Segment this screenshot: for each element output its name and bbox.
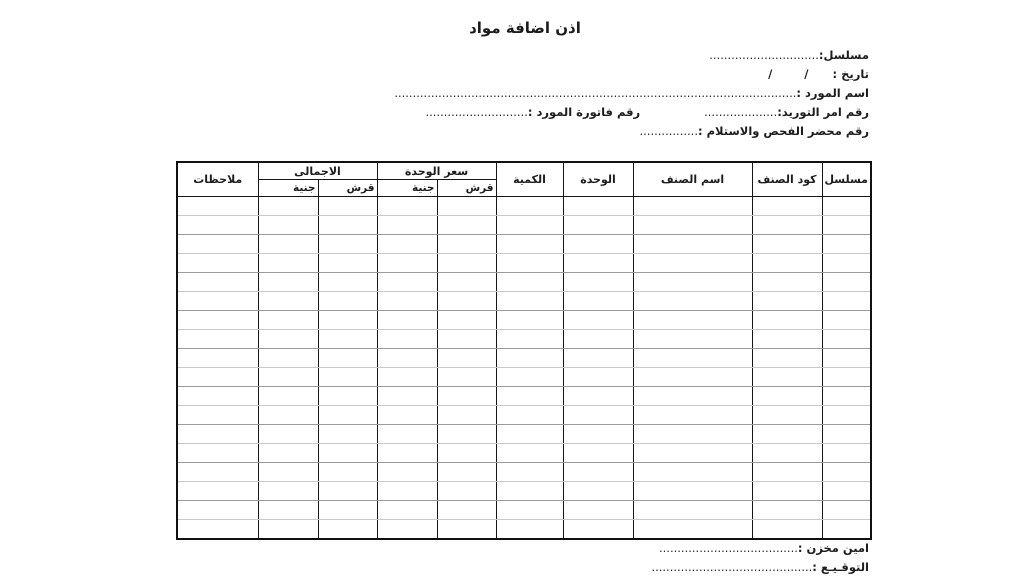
table-cell (177, 292, 258, 311)
table-row (177, 216, 871, 235)
footer-fields (651, 539, 869, 577)
table-cell (822, 444, 871, 463)
table-cell (437, 235, 496, 254)
table-cell (633, 387, 752, 406)
table-row (177, 425, 871, 444)
table-cell (496, 463, 563, 482)
table-row (177, 349, 871, 368)
table-cell (633, 273, 752, 292)
table-cell (177, 311, 258, 330)
table-cell (496, 482, 563, 501)
table-cell (177, 463, 258, 482)
table-cell (496, 330, 563, 349)
table-cell (258, 197, 318, 216)
col-header-unit-price-pounds: جنية (377, 180, 437, 197)
field-inspection-report-dotted-line: ................ (639, 124, 698, 138)
table-cell (633, 197, 752, 216)
table-cell (822, 349, 871, 368)
table-cell (177, 235, 258, 254)
table-cell (752, 406, 822, 425)
table-cell (318, 387, 377, 406)
table-cell (496, 311, 563, 330)
table-cell (318, 197, 377, 216)
table-cell (318, 235, 377, 254)
table-cell (752, 425, 822, 444)
table-cell (563, 520, 633, 540)
table-cell (377, 406, 437, 425)
field-supplier-name (394, 84, 869, 103)
table-cell (633, 254, 752, 273)
table-cell (496, 216, 563, 235)
col-header-unit-price-piasters: قرش (437, 180, 496, 197)
table-cell (822, 387, 871, 406)
table-row (177, 254, 871, 273)
table-cell (437, 444, 496, 463)
table-row (177, 197, 871, 216)
field-supplier-invoice-label: رقم فاتورة المورد : (527, 105, 641, 119)
table-cell (752, 520, 822, 540)
table-cell (437, 197, 496, 216)
items-table-container (176, 161, 872, 540)
form-title: اذن اضافة مواد (469, 19, 581, 37)
table-cell (318, 330, 377, 349)
table-cell (822, 463, 871, 482)
table-cell (437, 368, 496, 387)
table-cell (258, 463, 318, 482)
table-row (177, 501, 871, 520)
table-cell (563, 349, 633, 368)
table-cell (563, 273, 633, 292)
table-cell (437, 349, 496, 368)
table-cell (177, 520, 258, 540)
table-cell (496, 368, 563, 387)
table-cell (258, 349, 318, 368)
table-cell (563, 463, 633, 482)
table-cell (437, 406, 496, 425)
field-inspection-report (394, 122, 869, 141)
table-cell (177, 254, 258, 273)
items-table (176, 161, 872, 540)
table-cell (177, 273, 258, 292)
table-cell (822, 273, 871, 292)
field-inspection-report-label: رقم محضر الفحص والاستلام : (697, 124, 869, 138)
table-cell (377, 444, 437, 463)
table-cell (563, 254, 633, 273)
table-cell (177, 501, 258, 520)
table-cell (177, 349, 258, 368)
table-cell (377, 520, 437, 540)
table-cell (563, 216, 633, 235)
table-cell (496, 387, 563, 406)
table-cell (377, 425, 437, 444)
table-cell (437, 311, 496, 330)
table-cell (258, 520, 318, 540)
table-cell (318, 311, 377, 330)
table-cell (318, 406, 377, 425)
table-cell (377, 368, 437, 387)
table-cell (318, 273, 377, 292)
table-cell (318, 216, 377, 235)
table-cell (633, 292, 752, 311)
table-cell (437, 520, 496, 540)
table-cell (177, 444, 258, 463)
table-cell (752, 292, 822, 311)
table-cell (822, 482, 871, 501)
table-cell (258, 387, 318, 406)
table-cell (377, 216, 437, 235)
table-cell (377, 330, 437, 349)
table-cell (822, 425, 871, 444)
table-cell (258, 482, 318, 501)
field-supply-order (704, 103, 869, 122)
table-cell (318, 292, 377, 311)
table-cell (633, 425, 752, 444)
table-cell (258, 425, 318, 444)
table-cell (377, 292, 437, 311)
table-cell (377, 311, 437, 330)
table-cell (377, 482, 437, 501)
table-cell (633, 368, 752, 387)
table-cell (633, 520, 752, 540)
table-cell (318, 501, 377, 520)
table-cell (752, 273, 822, 292)
table-cell (563, 444, 633, 463)
table-cell (437, 273, 496, 292)
table-cell (563, 425, 633, 444)
table-cell (437, 387, 496, 406)
table-cell (563, 235, 633, 254)
col-header-unit-price-group: سعر الوحدة (377, 162, 496, 180)
table-row (177, 482, 871, 501)
table-cell (177, 406, 258, 425)
field-serial-label: مسلسل: (818, 48, 869, 62)
col-header-serial: مسلسل (822, 162, 871, 197)
table-cell (258, 406, 318, 425)
table-cell (752, 197, 822, 216)
table-cell (177, 368, 258, 387)
table-cell (563, 292, 633, 311)
table-cell (177, 482, 258, 501)
table-cell (377, 273, 437, 292)
table-cell (377, 197, 437, 216)
table-cell (822, 406, 871, 425)
table-row (177, 273, 871, 292)
table-cell (822, 311, 871, 330)
table-cell (633, 482, 752, 501)
col-header-item-code: كود الصنف (752, 162, 822, 197)
col-header-notes: ملاحظات (177, 162, 258, 197)
table-cell (752, 482, 822, 501)
table-row (177, 368, 871, 387)
table-header (177, 162, 871, 197)
table-cell (633, 349, 752, 368)
table-cell (437, 482, 496, 501)
table-cell (258, 273, 318, 292)
field-date-value: / / (768, 67, 833, 81)
col-header-unit: الوحدة (563, 162, 633, 197)
table-cell (258, 368, 318, 387)
table-cell (563, 406, 633, 425)
header-fields (394, 46, 869, 141)
table-cell (563, 482, 633, 501)
table-cell (177, 216, 258, 235)
col-header-total-pounds: جنية (258, 180, 318, 197)
table-cell (752, 368, 822, 387)
table-cell (563, 330, 633, 349)
table-cell (633, 444, 752, 463)
field-supplier-name-label: اسم المورد : (796, 86, 869, 100)
table-cell (563, 368, 633, 387)
table-cell (822, 330, 871, 349)
table-cell (496, 197, 563, 216)
table-cell (752, 330, 822, 349)
col-header-total-piasters: قرش (318, 180, 377, 197)
table-cell (437, 254, 496, 273)
table-cell (318, 254, 377, 273)
table-cell (633, 463, 752, 482)
table-cell (752, 387, 822, 406)
table-cell (822, 216, 871, 235)
table-row (177, 444, 871, 463)
table-cell (177, 387, 258, 406)
table-cell (318, 349, 377, 368)
table-cell (318, 425, 377, 444)
table-cell (258, 254, 318, 273)
table-cell (496, 235, 563, 254)
table-cell (496, 406, 563, 425)
field-signature-dotted-line: ............................................ (651, 560, 813, 574)
table-cell (377, 387, 437, 406)
table-cell (437, 292, 496, 311)
col-header-quantity: الكمية (496, 162, 563, 197)
field-storekeeper-dotted-line: ...................................... (658, 541, 798, 555)
table-cell (318, 368, 377, 387)
table-cell (496, 254, 563, 273)
table-cell (496, 520, 563, 540)
table-cell (377, 463, 437, 482)
table-cell (377, 254, 437, 273)
table-cell (177, 197, 258, 216)
table-cell (822, 292, 871, 311)
table-cell (752, 501, 822, 520)
table-cell (752, 349, 822, 368)
table-cell (496, 444, 563, 463)
table-cell (258, 330, 318, 349)
field-supply-order-label: رقم امر التوريد: (777, 105, 869, 119)
field-storekeeper (651, 539, 869, 558)
table-cell (822, 501, 871, 520)
table-cell (318, 520, 377, 540)
table-cell (633, 311, 752, 330)
table-cell (318, 482, 377, 501)
table-cell (258, 311, 318, 330)
table-cell (377, 235, 437, 254)
field-storekeeper-label: امين مخزن : (797, 541, 869, 555)
field-order-and-invoice (394, 103, 869, 122)
table-cell (258, 444, 318, 463)
field-supplier-invoice-dotted-line: ............................ (425, 105, 528, 119)
table-cell (822, 197, 871, 216)
field-serial (394, 46, 869, 65)
table-cell (633, 406, 752, 425)
col-header-total-group: الاجمالى (258, 162, 377, 180)
table-cell (437, 463, 496, 482)
table-cell (563, 387, 633, 406)
table-cell (258, 235, 318, 254)
table-cell (752, 216, 822, 235)
table-cell (563, 197, 633, 216)
field-supply-order-dotted-line: .................... (704, 105, 778, 119)
field-date (394, 65, 869, 84)
table-cell (437, 330, 496, 349)
table-cell (437, 501, 496, 520)
table-cell (822, 368, 871, 387)
table-cell (377, 501, 437, 520)
table-row (177, 292, 871, 311)
table-cell (437, 425, 496, 444)
table-cell (563, 311, 633, 330)
table-row (177, 520, 871, 540)
table-cell (437, 216, 496, 235)
table-cell (496, 292, 563, 311)
table-cell (633, 216, 752, 235)
table-row (177, 406, 871, 425)
table-cell (496, 501, 563, 520)
table-cell (822, 235, 871, 254)
table-cell (752, 254, 822, 273)
table-row (177, 311, 871, 330)
table-cell (318, 463, 377, 482)
table-cell (822, 520, 871, 540)
field-date-label: تاريخ : (832, 67, 869, 81)
table-cell (258, 501, 318, 520)
table-cell (752, 235, 822, 254)
table-cell (563, 501, 633, 520)
table-cell (496, 273, 563, 292)
table-cell (752, 444, 822, 463)
table-cell (633, 501, 752, 520)
table-cell (258, 292, 318, 311)
table-cell (633, 330, 752, 349)
field-supplier-invoice (426, 103, 641, 122)
table-cell (633, 235, 752, 254)
table-cell (177, 330, 258, 349)
table-cell (258, 216, 318, 235)
table-cell (377, 349, 437, 368)
table-cell (496, 425, 563, 444)
table-cell (496, 349, 563, 368)
table-cell (177, 425, 258, 444)
table-cell (752, 311, 822, 330)
table-row (177, 463, 871, 482)
table-body (177, 197, 871, 540)
table-row (177, 330, 871, 349)
field-signature-label: التوقـيـع : (812, 560, 869, 574)
field-serial-dotted-line: .............................. (709, 48, 819, 62)
field-supplier-name-dotted-line: .............................................................................................................. (394, 86, 797, 100)
col-header-item-name: اسم الصنف (633, 162, 752, 197)
table-cell (318, 444, 377, 463)
table-row (177, 235, 871, 254)
table-cell (752, 463, 822, 482)
field-signature (651, 558, 869, 577)
table-cell (822, 254, 871, 273)
table-row (177, 387, 871, 406)
